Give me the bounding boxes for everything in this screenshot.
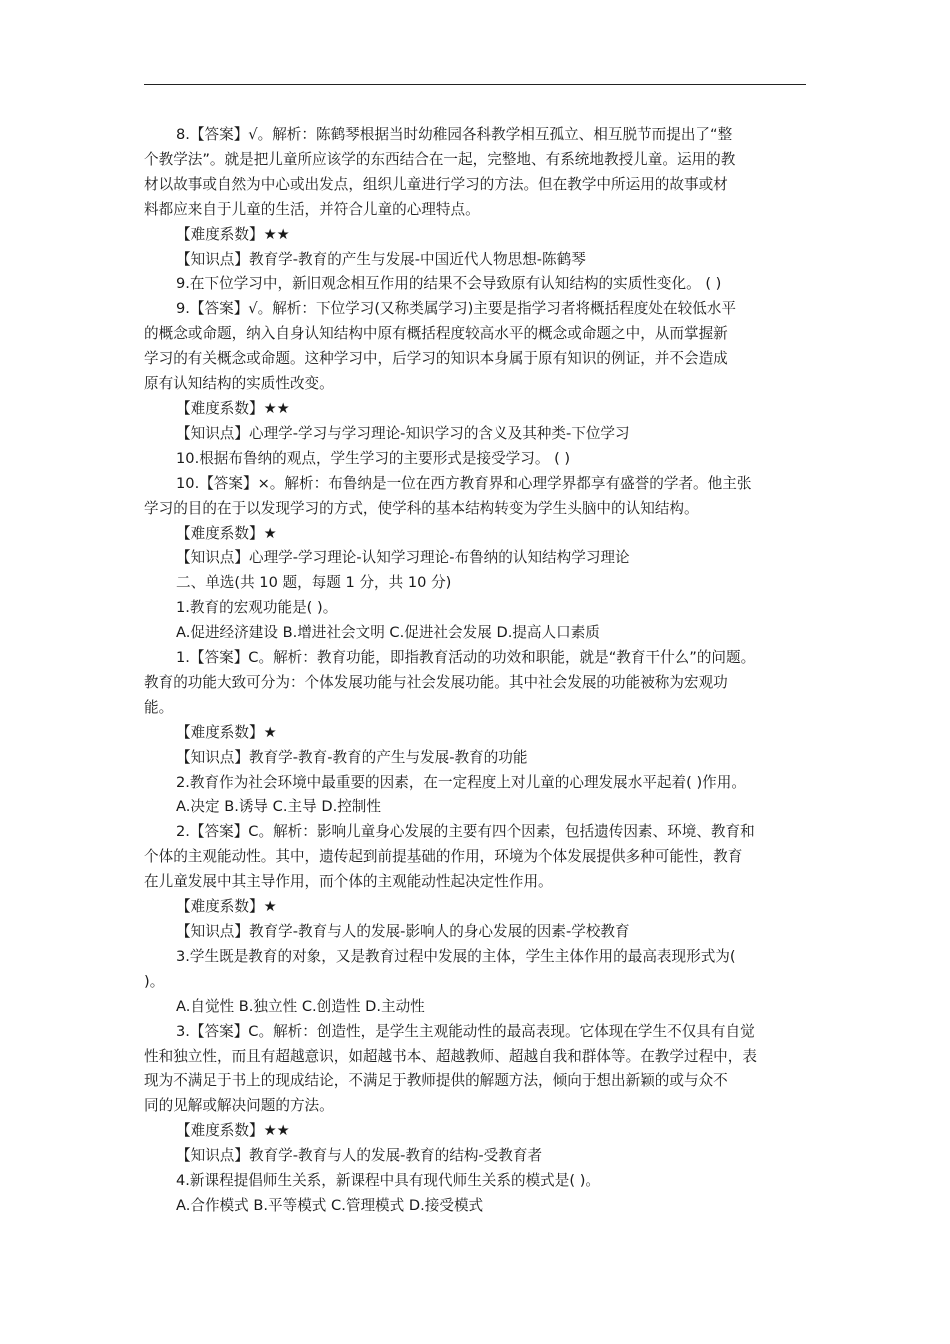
text-line: 现为不满足于书上的现成结论，不满足于教师提供的解题方法，倾向于想出新颖的或与众不 <box>144 1072 728 1090</box>
text-line: 学习的有关概念或命题。这种学习中，后学习的知识本身属于原有知识的例证，并不会造成 <box>144 350 728 368</box>
text-line: 个教学法”。就是把儿童所应该学的东西结合在一起，完整地、有系统地教授儿童。运用的教 <box>144 150 736 168</box>
text-line: 10.根据布鲁纳的观点，学生学习的主要形式是接受学习。 ( ) <box>176 449 571 467</box>
text-line: 2.教育作为社会环境中最重要的因素，在一定程度上对儿童的心理发展水平起着( )作用。 <box>176 773 746 791</box>
text-line: 在儿童发展中其主导作用，而个体的主观能动性起决定性作用。 <box>144 873 553 891</box>
text-line: 原有认知结构的实质性改变。 <box>144 375 334 393</box>
text-line: 10.【答案】×。解析：布鲁纳是一位在西方教育界和心理学界都享有盛誉的学者。他主张 <box>176 474 752 492</box>
text-line: 【知识点】心理学-学习理论-认知学习理论-布鲁纳的认知结构学习理论 <box>176 549 630 567</box>
text-line: A.促进经济建设 B.增进社会文明 C.促进社会发展 D.提高人口素质 <box>176 624 600 642</box>
text-line: 二、单选(共 10 题，每题 1 分，共 10 分) <box>176 574 452 592</box>
text-line: A.决定 B.诱导 C.主导 D.控制性 <box>176 798 381 816</box>
text-line: 9.在下位学习中，新旧观念相互作用的结果不会导致原有认知结构的实质性变化。 ( ) <box>176 275 722 293</box>
text-line: 3.学生既是教育的对象，又是教育过程中发展的主体，学生主体作用的最高表现形式为( <box>176 947 736 965</box>
text-line: 9.【答案】√。解析：下位学习(又称类属学习)主要是指学习者将概括程度处在较低水平 <box>176 300 736 318</box>
document-body <box>144 123 808 1219</box>
text-line: 性和独立性，而且有超越意识，如超越书本、超越教师、超越自我和群体等。在教学过程中，表 <box>144 1047 757 1065</box>
text-line: 同的见解或解决问题的方法。 <box>144 1097 334 1115</box>
text-line: 【知识点】教育学-教育与人的发展-影响人的身心发展的因素-学校教育 <box>176 923 630 940</box>
text-line: 【知识点】教育学-教育-教育的产生与发展-教育的功能 <box>176 748 528 766</box>
text-line: 1.【答案】C。解析：教育功能，即指教育活动的功效和职能，就是“教育干什么”的问题。 <box>176 649 756 667</box>
text-line: 4.新课程提倡师生关系，新课程中具有现代师生关系的模式是( )。 <box>176 1172 600 1190</box>
text-line: 【难度系数】★ <box>176 524 277 542</box>
text-line: 【难度系数】★ <box>176 898 277 916</box>
text-line: 能。 <box>144 698 174 716</box>
text-line: 料都应来自于儿童的生活，并符合儿童的心理特点。 <box>144 200 480 218</box>
text-line: 的概念或命题，纳入自身认知结构中原有概括程度较高水平的概念或命题之中，从而掌握新 <box>144 325 728 343</box>
text-line: 2.【答案】C。解析：影响儿童身心发展的主要有四个因素，包括遗传因素、环境、教育和 <box>176 823 755 841</box>
text-line: 1.教育的宏观功能是( )。 <box>176 599 338 617</box>
text-line: 3.【答案】C。解析：创造性，是学生主观能动性的最高表现。它体现在学生不仅具有自觉 <box>176 1022 755 1040</box>
header-rule <box>144 84 806 85</box>
text-line: 【难度系数】★ <box>176 723 277 741</box>
text-line: 材以故事或自然为中心或出发点，组织儿童进行学习的方法。但在教学中所运用的故事或材 <box>144 175 728 193</box>
text-line: )。 <box>144 972 165 990</box>
text-line: 【知识点】教育学-教育的产生与发展-中国近代人物思想-陈鹤琴 <box>176 250 586 268</box>
text-line: 【知识点】教育学-教育与人的发展-教育的结构-受教育者 <box>176 1147 543 1165</box>
text-line: 个体的主观能动性。其中，遗传起到前提基础的作用，环境为个体发展提供多种可能性，教育 <box>144 848 743 866</box>
text-line: 学习的目的在于以发现学习的方式，使学科的基本结构转变为学生头脑中的认知结构。 <box>144 499 699 517</box>
text-line: 8.【答案】√。解析：陈鹤琴根据当时幼稚园各科教学相互孤立、相互脱节而提出了“整 <box>176 126 733 143</box>
text-line: 【知识点】心理学-学习与学习理论-知识学习的含义及其种类-下位学习 <box>176 424 630 442</box>
text-line: 【难度系数】★★ <box>176 1122 290 1140</box>
text-line: 【难度系数】★★ <box>176 225 290 243</box>
text-line: A.自觉性 B.独立性 C.创造性 D.主动性 <box>176 997 425 1015</box>
text-line: A.合作模式 B.平等模式 C.管理模式 D.接受模式 <box>176 1196 484 1214</box>
text-line: 【难度系数】★★ <box>176 399 290 417</box>
text-line: 教育的功能大致可分为：个体发展功能与社会发展功能。其中社会发展的功能被称为宏观功 <box>144 673 728 691</box>
